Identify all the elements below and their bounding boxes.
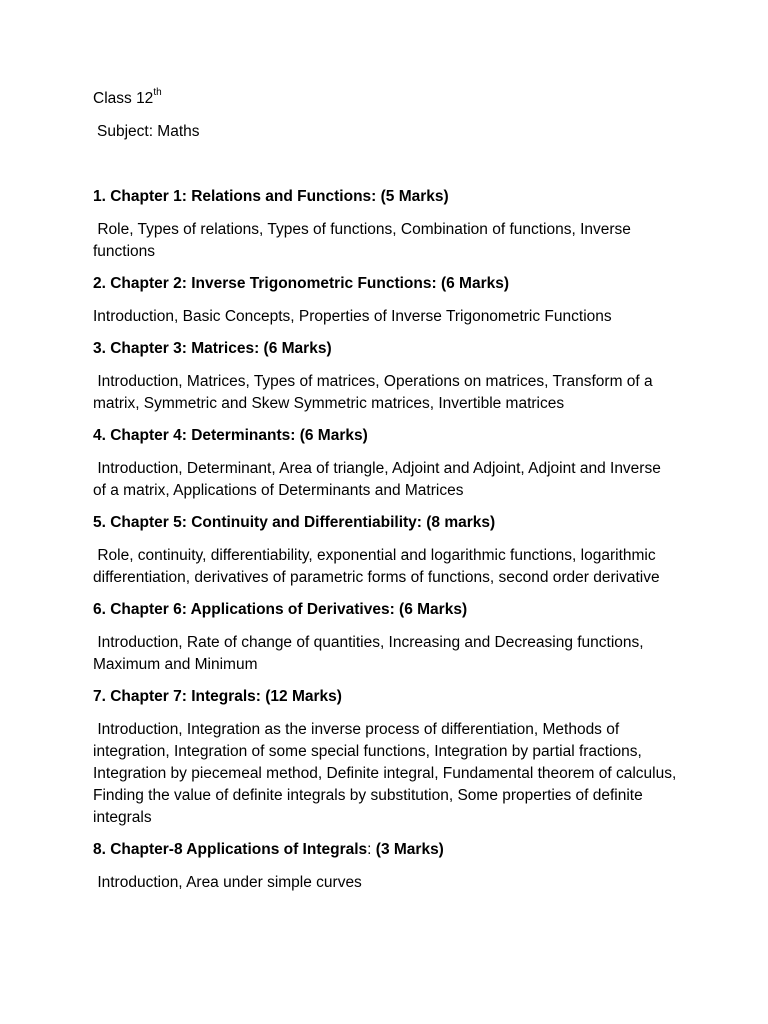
chapter-title: 3. Chapter 3: Matrices: (6 Marks) [93, 340, 332, 357]
chapter-2 [93, 273, 678, 328]
document-content [93, 86, 681, 904]
class-label: Class 12 [93, 90, 154, 107]
chapter-title: 2. Chapter 2: Inverse Trigonometric Functions: (6 Marks) [93, 275, 510, 292]
chapter-description: Introduction, Integration as the inverse process of differentiation, Methods of integration, Integration of some special functions, Integration by partial fractions, Integration by piecemeal method, Definite integral, Fundamental theorem of calculus, Finding the value of definite integrals by substitution, Some properties of definite integrals [93, 721, 681, 826]
chapter-description: Role, continuity, differentiability, exponential and logarithmic functions, logarithmic differentiation, derivatives of parametric forms of functions, second order derivative [93, 547, 660, 586]
chapter-title [93, 839, 678, 861]
chapter-title-separator: : [367, 841, 372, 858]
class-superscript: th [153, 86, 162, 98]
chapter-1 [93, 186, 678, 263]
chapter-title: 7. Chapter 7: Integrals: (12 Marks) [93, 688, 342, 705]
subject-heading: Subject: Maths [97, 123, 200, 140]
chapter-7 [93, 686, 681, 829]
chapter-6 [93, 599, 678, 676]
chapter-5 [93, 512, 678, 589]
chapter-title-marks: (3 Marks) [371, 841, 444, 858]
chapter-8 [93, 839, 678, 894]
class-heading [93, 88, 678, 109]
chapter-title: 5. Chapter 5: Continuity and Differentiability: (8 marks) [93, 514, 496, 531]
chapter-description: Introduction, Rate of change of quantities, Increasing and Decreasing functions, Maximum and Minimum [93, 634, 648, 673]
chapter-title: 1. Chapter 1: Relations and Functions: (5 Marks) [93, 188, 449, 205]
chapter-description: Introduction, Basic Concepts, Properties of Inverse Trigonometric Functions [93, 308, 612, 325]
chapter-title: 6. Chapter 6: Applications of Derivatives: (6 Marks) [93, 601, 468, 618]
chapter-4 [93, 425, 678, 502]
chapter-description: Introduction, Determinant, Area of triangle, Adjoint and Adjoint, Adjoint and Inverse of a matrix, Applications of Determinants and Matrices [93, 460, 666, 499]
chapter-description: Role, Types of relations, Types of functions, Combination of functions, Inverse functions [93, 221, 636, 260]
chapter-description: Introduction, Area under simple curves [93, 874, 362, 891]
chapter-title-main: 8. Chapter-8 Applications of Integrals [93, 841, 368, 858]
chapter-description: Introduction, Matrices, Types of matrices, Operations on matrices, Transform of a matrix, Symmetric and Skew Symmetric matrices, Invertible matrices [93, 373, 657, 412]
chapter-title: 4. Chapter 4: Determinants: (6 Marks) [93, 427, 368, 444]
chapter-3 [93, 338, 678, 415]
